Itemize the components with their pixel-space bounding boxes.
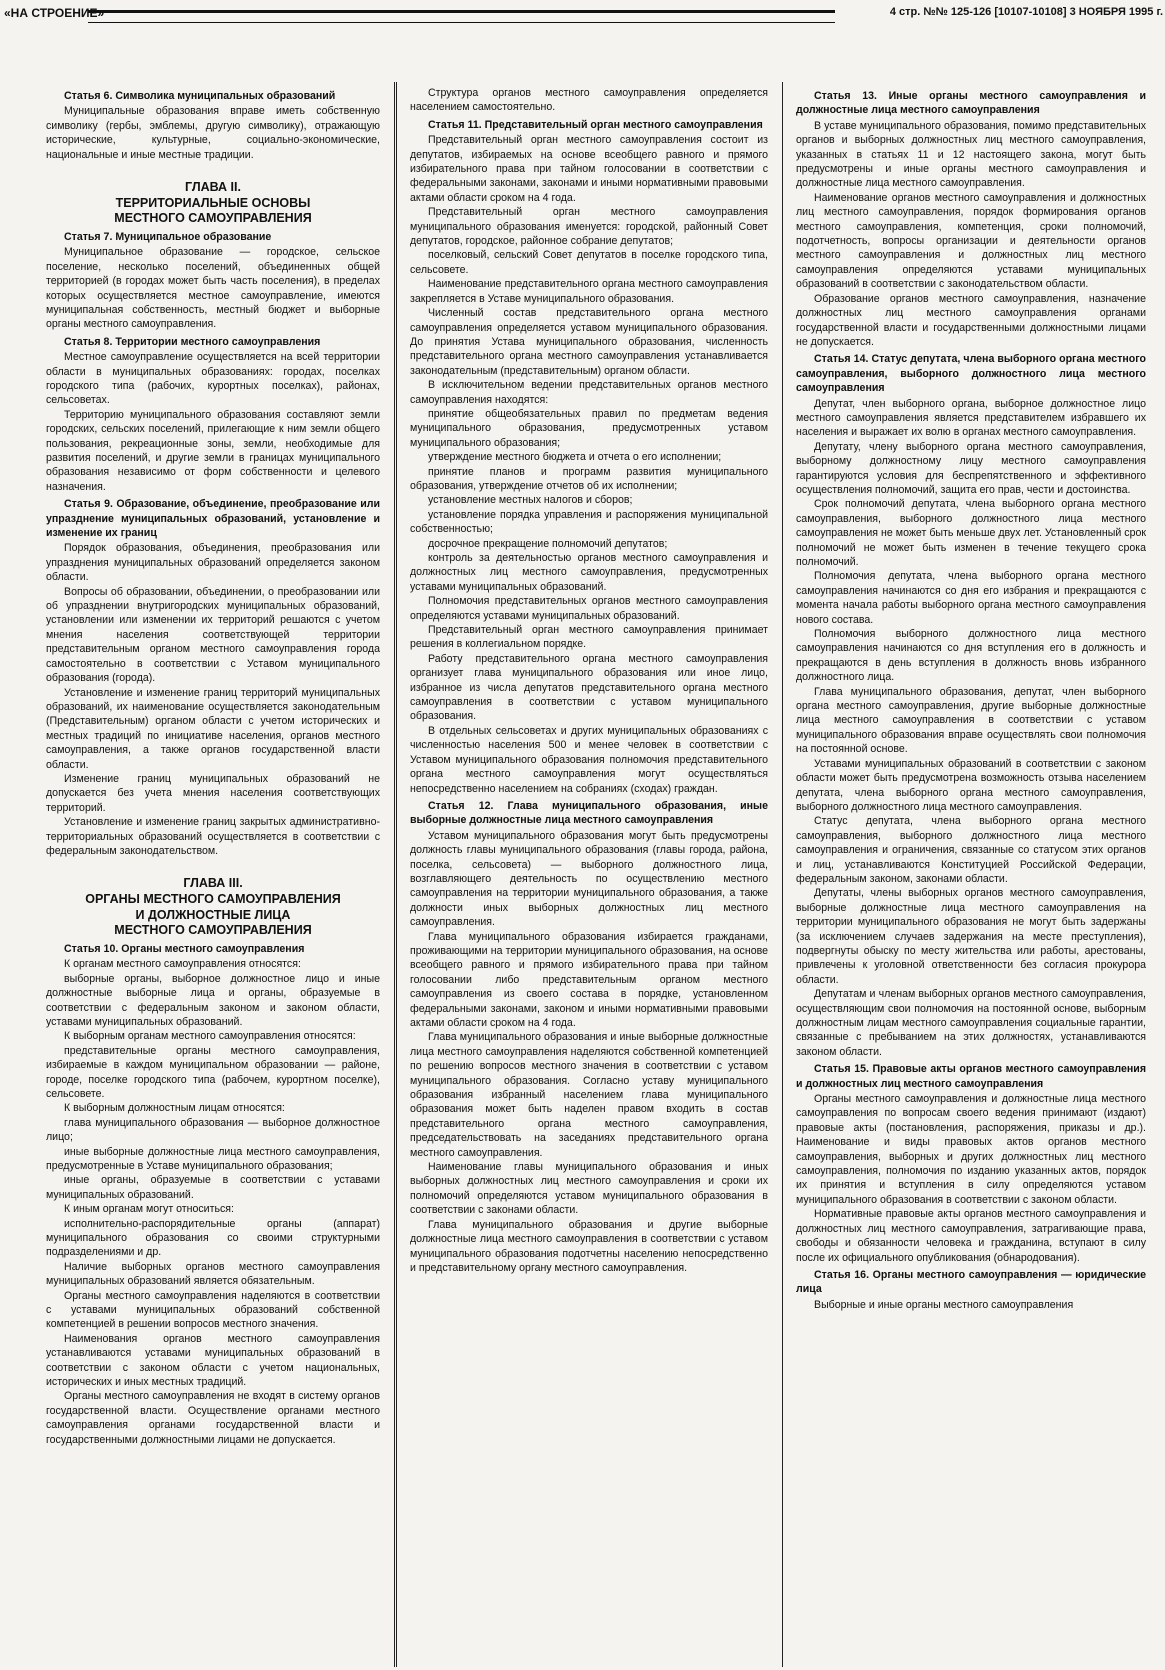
paragraph: исполнительно-распорядительные органы (аппарат) муниципального образования со своими структурными подразделениями и др. (46, 1217, 380, 1259)
paragraph: Структура органов местного самоуправления определяется населением самостоятельно. (410, 87, 768, 114)
paragraph: принятие планов и программ развития муниципального образования, утверждение отчетов об их исполнении; (410, 465, 768, 492)
paragraph: иные выборные должностные лица местного самоуправления, предусмотренные в Уставе муниципального образования; (46, 1145, 380, 1172)
chapter-heading: ГЛАВА II. ТЕРРИТОРИАЛЬНЫЕ ОСНОВЫ МЕСТНОГО САМОУПРАВЛЕНИЯ (114, 180, 312, 226)
article-heading: Статья 13. Иные органы местного самоуправления и должностные лица местного самоуправления (796, 90, 1146, 117)
paragraph: Выборные и иные органы местного самоуправления (814, 1298, 1074, 1311)
paragraph: В отдельных сельсоветах и других муниципальных образованиях с численностью населения 500 и менее человек в соответствии с Уставом муниципального образования полномочия представительного органа местного самоуправления могут осуществляться непосредственно населением на собраниях (сходах) граждан. (410, 724, 768, 795)
paragraph: выборные органы, выборное должностное лицо и иные должностные выборные лица и органы, образуемые в соответствии с федеральным законом и законом области, уставами муниципальных образований. (46, 972, 380, 1028)
paragraph: Срок полномочий депутата, члена выборного органа местного самоуправления, выборного должностного лица местного самоуправления не может быть меньше двух лет. Установленный срок полномочий не может быть изменен в течение текущего срока полномочий. (796, 498, 1146, 568)
paragraph: К иным органам могут относиться: (64, 1203, 234, 1216)
paragraph: Муниципальные образования вправе иметь собственную символику (гербы, эмблемы, другую символику), отражающую исторические, культурные, социально-экономические, национальные и иные местные традиции. (46, 105, 380, 161)
article-heading: Статья 12. Глава муниципального образования, иные выборные должностные лица местного самоуправления (410, 799, 768, 827)
paragraph: Работу представительного органа местного самоуправления организует глава муниципального образования или иное лицо, избранное из числа депутатов представительного органа местного самоуправления в соответствии с уставом муниципального образования. (410, 652, 768, 723)
paragraph: Полномочия депутата, члена выборного органа местного самоуправления начинаются со дня его избрания и прекращаются с момента начала работы выборного органа местного самоуправления нового состава. (796, 570, 1146, 626)
paragraph: Представительный орган местного самоуправления муниципального образования именуется: городской, районный Совет депутатов, городское, районное собрание депутатов; (410, 206, 768, 248)
column-divider (394, 82, 397, 1667)
paragraph: представительные органы местного самоуправления, избираемые в каждом муниципальном образовании — районе, городе, поселке городского типа (рабочем, курортном поселке), сельсовете. (46, 1044, 380, 1100)
paragraph: В исключительном ведении представительных органов местного самоуправления находятся: (410, 379, 768, 406)
paragraph: К выборным должностным лицам относятся: (64, 1102, 285, 1115)
paragraph: Глава муниципального образования и иные выборные должностные лица местного самоуправления наделяются собственной компетенцией по решению вопросов местного значения в соответствии с уставом муниципального образования. Согласно уставу муниципального образования избранный населением глава муниципального образования может быть наделен правом входить в состав представительного органа местного самоуправления, председательствовать на заседаниях представительного органа местного самоуправления. (410, 1031, 768, 1159)
column-1 (46, 86, 380, 1646)
paragraph: Установление и изменение границ территорий муниципальных образований, их наименование осуществляется законодательным (Представительным) органом области с учетом исторических и местных традиций по инициативе населения, органов местного самоуправления, а также органов государственной власти области. (46, 686, 380, 771)
paragraph: Представительный орган местного самоуправления состоит из депутатов, избираемых на основе всеобщего равного и прямого избирательного права при тайном голосовании в соответствии с федеральными законами, законами и иными нормативными правовыми актами области сроком на 4 года. (410, 134, 768, 204)
paragraph: установление местных налогов и сборов; (428, 494, 633, 507)
paragraph: принятие общеобязательных правил по предметам ведения муниципального образования, предусмотренных уставом муниципального образования; (410, 407, 768, 449)
paragraph: Уставами муниципальных образований в соответствии с законом области может быть предусмотрена возможность отзыва населением депутата, члена выборного органа местного самоуправления, выборного должностного лица местного самоуправления. (796, 757, 1146, 813)
paragraph: Статус депутата, члена выборного органа местного самоуправления, выборного должностного лица местного самоуправления и ограничения, связанные со статусом этих органов и лиц, устанавливаются Конституцией Российской Федерации, федеральным законом, законами области. (796, 815, 1146, 885)
paragraph: Органы местного самоуправления и должностные лица местного самоуправления по вопросам своего ведения принимают (издают) правовые акты (постановления, распоряжения, приказы и др.). Наименование и виды правовых актов органов местного самоуправления, выборных и других должностных лиц местного самоуправления, полномочия по изданию указанных актов, порядок их принятия и вступления в силу определяются уставом муниципального образования в соответствии с законом области. (796, 1093, 1146, 1206)
paragraph: Порядок образования, объединения, преобразования или упразднения муниципальных образований определяется законом области. (46, 542, 380, 584)
paragraph: К органам местного самоуправления относятся: (64, 958, 301, 971)
paragraph: Наименование представительного органа местного самоуправления закрепляется в Уставе муниципального образования. (410, 278, 768, 305)
paragraph: досрочное прекращение полномочий депутатов; (428, 537, 668, 550)
paragraph: Глава муниципального образования, депутат, член выборного органа местного самоуправления, другие выборные должностные лица местного самоуправления в соответствии с уставом муниципального образования вправе осуществлять свои полномочия на постоянной основе. (796, 685, 1146, 756)
paragraph: Глава муниципального образования избирается гражданами, проживающими на территории муниципального образования, на основе всеобщего равного и прямого избирательного права при тайном голосовании либо представительным органом местного самоуправления из своего состава в порядке, установленном федеральными законами, законом и иными нормативными правовыми актами области сроком на 4 года. (410, 930, 768, 1029)
paragraph: В уставе муниципального образования, помимо представительных органов и выборных должностных лиц местного самоуправления, указанных в статьях 11 и 12 настоящего закона, могут быть предусмотрены и иные органы местного самоуправления и должностные лица местного самоуправления. (796, 119, 1146, 190)
paragraph: Депутат, член выборного органа, выборное должностное лицо местного самоуправления является представителем избравшего их населения и выражает их волю в органах местного самоуправления. (796, 397, 1146, 439)
paragraph: контроль за деятельностью органов местного самоуправления и должностных лиц местного самоуправления, предусмотренных уставами муниципальных образований. (410, 552, 768, 593)
paragraph: иные органы, образуемые в соответствии с уставами муниципальных образований. (46, 1174, 380, 1201)
article-heading: Статья 11. Представительный орган местного самоуправления (428, 118, 763, 131)
column-2 (410, 86, 768, 1661)
article-heading: Статья 8. Территории местного самоуправления (64, 335, 321, 348)
paragraph: Органы местного самоуправления не входят в систему органов государственной власти. Осуществление органами местного самоуправления органами государственной власти и государственными должностными лицами не допускается. (46, 1390, 380, 1446)
article-heading: Статья 9. Образование, объединение, преобразование или упразднение муниципальных образований, установление и изменение их границ (46, 498, 380, 540)
article-heading: Статья 15. Правовые акты органов местного самоуправления и должностных лиц местного самоуправления (796, 1063, 1146, 1090)
paragraph: Депутаты, члены выборных органов местного самоуправления, выборные должностные лица местного самоуправления на территории муниципального образования не могут быть задержаны (за исключением случаев задержания на месте преступления), подвергнуты обыску по месту жительства или работы, арестованы, привлечены к уголовной ответственности без согласия прокурора области. (796, 887, 1146, 986)
paragraph: Депутату, члену выборного органа местного самоуправления, выборному должностному лицу местного самоуправления гарантируются условия для беспрепятственного и эффективного осуществления полномочий, защита его прав, чести и достоинства. (796, 440, 1146, 496)
paragraph: Полномочия представительных органов местного самоуправления определяются уставами муниципальных образований. (410, 595, 768, 622)
paragraph: поселковый, сельский Совет депутатов в поселке городского типа, сельсовете. (410, 249, 768, 276)
paragraph: Вопросы об образовании, объединении, о преобразовании или об упразднении внутригородских муниципальных образований, установлении или изменении их территорий решаются с учетом мнения населения соответствующей территории представительным органом местного самоуправления города самостоятельно в соответствии с Уставом муниципального образования (города). (46, 585, 380, 685)
paragraph: глава муниципального образования — выборное должностное лицо; (46, 1116, 380, 1144)
column-divider (782, 82, 783, 1667)
paragraph: Изменение границ муниципальных образований не допускается без учета мнения населения соответствующих территорий. (46, 772, 380, 814)
paragraph: Местное самоуправление осуществляется на всей территории области в муниципальных образованиях: городах, поселках городского типа (рабочих, курортных поселках), районах, сельсоветах. (46, 351, 380, 407)
article-heading: Статья 6. Символика муниципальных образований (64, 90, 336, 102)
paragraph: Органы местного самоуправления наделяются в соответствии с уставами муниципальных образований собственной компетенцией в решении вопросов местного значения. (46, 1289, 380, 1331)
newspaper-title: «НА СТРОЕНИЕ» (4, 6, 105, 20)
paragraph: Уставом муниципального образования могут быть предусмотрены должность главы муниципального образования (главы города, района, поселка, сельсовета) — выборного должностного лица, возглавляющего деятельность по осуществлению местного самоуправления на территории муниципального образования, а также должности иных выборных должностных лиц местного самоуправления. (410, 829, 768, 929)
paragraph: Нормативные правовые акты органов местного самоуправления и должностных лиц местного самоуправления, затрагивающие права, свободы и обязанности человека и гражданина, вступают в силу после их официального опубликования (обнародования). (796, 1208, 1146, 1264)
paragraph: Наименование главы муниципального образования и иных выборных должностных лиц местного самоуправления и сроки их полномочий определяются уставом муниципального образования в соответствии с законами области. (410, 1161, 768, 1217)
paragraph: К выборным органам местного самоуправления относятся: (64, 1030, 356, 1043)
article-heading: Статья 10. Органы местного самоуправления (64, 942, 305, 955)
issue-info: 4 стр. №№ 125-126 [10107-10108] 3 НОЯБРЯ 1995 г. (889, 6, 1163, 18)
article-heading: Статья 14. Статус депутата, члена выборного органа местного самоуправления, выборного должностного лица местного самоуправления (796, 353, 1146, 395)
paragraph: Образование органов местного самоуправления, назначение должностных лиц местного самоуправления органами государственной власти и государственными должностными лицами не допускается. (796, 292, 1146, 348)
paragraph: Наименование органов местного самоуправления и должностных лиц местного самоуправления, порядок формирования органов местного самоуправления, компетенция, сроки полномочий, подотчетность, вопросы организации и деятельности органов местного самоуправления и должностных лиц местного самоуправления определяются уставами муниципальных образований в соответствии с законодательством области. (796, 191, 1146, 291)
chapter-heading: ГЛАВА III. ОРГАНЫ МЕСТНОГО САМОУПРАВЛЕНИЯ И ДОЛЖНОСТНЫЕ ЛИЦА МЕСТНОГО САМОУПРАВЛЕНИЯ (85, 876, 341, 938)
page-header (0, 6, 1165, 26)
paragraph: утверждение местного бюджета и отчета о его исполнении; (428, 451, 722, 464)
paragraph: Полномочия выборного должностного лица местного самоуправления начинаются со дня вступления его в должность и прекращаются в день вступления в должность вновь избранного должностного лица. (796, 628, 1146, 684)
header-rule (88, 10, 835, 23)
article-heading: Статья 16. Органы местного самоуправления — юридические лица (796, 1268, 1146, 1296)
article-heading: Статья 7. Муниципальное образование (64, 230, 272, 243)
paragraph: установление порядка управления и распоряжения муниципальной собственностью; (410, 508, 768, 536)
paragraph: Установление и изменение границ закрытых административно-территориальных образований осуществляется в соответствии с федеральным законодательством. (46, 816, 380, 857)
paragraph: Наличие выборных органов местного самоуправления муниципальных образований является обязательным. (46, 1260, 380, 1288)
paragraph: Представительный орган местного самоуправления принимает решения в коллегиальном порядке. (410, 624, 768, 651)
paragraph: Депутатам и членам выборных органов местного самоуправления, осуществляющим свои полномочия на постоянной основе, выборным должностным лицам местного самоуправления социальные гарантии, связанные с пребыванием на этих должностях, устанавливаются законом области. (796, 988, 1146, 1058)
paragraph: Глава муниципального образования и другие выборные должностные лица местного самоуправления в соответствии с уставом муниципального образования подотчетны населению непосредственно и представительному органу местного самоуправления. (410, 1218, 768, 1274)
column-3 (796, 86, 1146, 1666)
paragraph: Наименования органов местного самоуправления устанавливаются уставами муниципальных образований в соответствии с законом области с учетом национальных, исторических и иных местных традиций. (46, 1332, 380, 1389)
paragraph: Территорию муниципального образования составляют земли городских, сельских поселений, прилегающие к ним земли общего пользования, рекреационные зоны, земли, необходимые для развития поселений, и другие земли в границах муниципального образования независимо от форм собственности и целевого назначения. (46, 408, 380, 493)
paragraph: Муниципальное образование — городское, сельское поселение, несколько поселений, объединенных общей территорией (в городах может быть часть поселения), в пределах которых осуществляется местное самоуправление, имеются муниципальная собственность, местный бюджет и выборные органы местного самоуправления. (46, 246, 380, 331)
paragraph: Численный состав представительного органа местного самоуправления определяется уставом муниципального образования. До принятия Устава муниципального образования, численность представительного органа местного самоуправления устанавливается законодательным (представительным) органом области. (410, 307, 768, 377)
